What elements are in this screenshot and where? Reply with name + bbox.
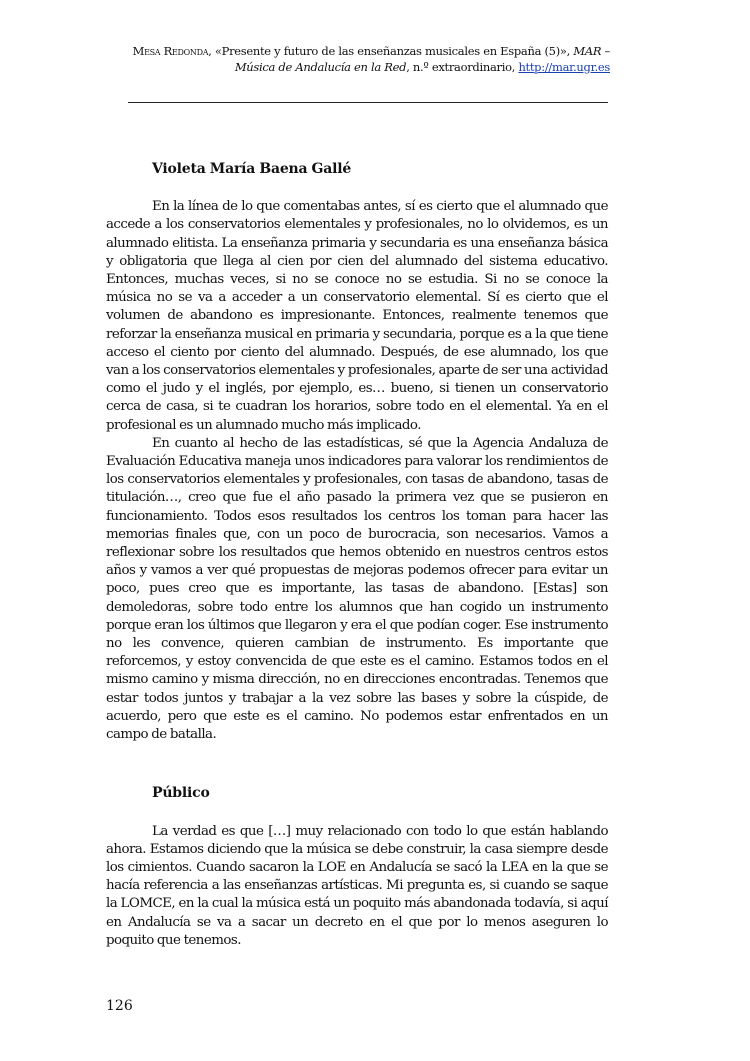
header-url-link[interactable]: http://mar.ugr.es — [518, 60, 610, 74]
speaker-heading: Violeta María Baena Gallé — [152, 161, 352, 177]
paragraph: En cuanto al hecho de las estadísticas, sé que la Agencia Andaluza de Evaluación Educativa maneja unos indicadores para valorar los rendimientos de los conservatorios elementales y profesionales, con tasas de abandono, tasas de titulación…, creo que fue el año pasado la primera vez que se pusieron en funcionamiento. Todos esos resultados los centros los toman para hacer las memorias finales que, con un poco de burocracia, son necesarios. Vamos a reflexionar sobre los resultados que hemos obtenido en nuestros centros estos años y vamos a ver qué propuestas de mejoras podemos ofrecer para evitar un poco, pues creo que es importante, las tasas de abandono. [Estas] son demoledoras, sobre todo entre los alumnos que han cogido un instrumento porque eran los últimos que llegaron y era el que podían coger. Ese instrumento no les convence, quieren cambian de instrumento. Es importante que reforcemos, y estoy convencida de que este es el camino. Estamos todos en el mismo camino y misma dirección, no en direcciones encontradas. Tenemos que estar todos juntos y trabajar a la vez sobre las bases y sobre la cúspide, de acuerdo, pero que este es el camino. No podemos estar enfrentados en un campo de batalla. — [106, 435, 608, 743]
header-issue: , n.º extraordinario, — [406, 60, 519, 74]
page-number: 126 — [106, 998, 133, 1014]
running-header — [100, 43, 610, 75]
page-body — [106, 160, 608, 950]
paragraph: La verdad es que […] muy relacionado con todo lo que están hablando ahora. Estamos diciendo que la música se debe construir, la casa siempre desde los cimientos. Cuando sacaron la LOE en Andalucía se sacó la LEA en la que se hacía referencia a las enseñanzas artísticas. Mi pregunta es, si cuando se saque la LOMCE, en la cual la música está un poquito más abandonada todavía, si aquí en Andalucía se va a sacar un decreto en el que por lo menos aseguren lo poquito que tenemos. — [106, 823, 608, 948]
paragraph: En la línea de lo que comentabas antes, sí es cierto que el alumnado que accede a los conservatorios elementales y profesionales, no lo olvidemos, es un alumnado elitista. La enseñanza primaria y secundaria es una enseñanza básica y obligatoria que llega al cien por cien del alumnado del sistema educativo. Entonces, muchas veces, si no se conoce no se estudia. Si no se conoce la música no se va a acceder a un conservatorio elemental. Sí es cierto que el volumen de abandono es impresionante. Entonces, realmente tenemos que reforzar la enseñanza musical en primaria y secundaria, porque es a la que tiene acceso el ciento por ciento del alumnado. Después, de ese alumnado, los que van a los conservatorios elementales y profesionales, aparte de ser una actividad como el judo y el inglés, por ejemplo, es… bueno, si tienen un conservatorio cerca de casa, si te cuadran los horarios, sobre todo en el elemental. Ya en el profesional es un alumnado mucho más implicado. — [106, 199, 608, 433]
header-author: Mesa Redonda — [132, 44, 209, 58]
header-journal: MAR – Música de Andalucía en la Red — [234, 44, 610, 74]
header-rule — [128, 102, 608, 103]
header-title: , «Presente y futuro de las enseñanzas musicales en España (5)», — [208, 44, 574, 58]
speaker-heading: Público — [152, 785, 210, 802]
